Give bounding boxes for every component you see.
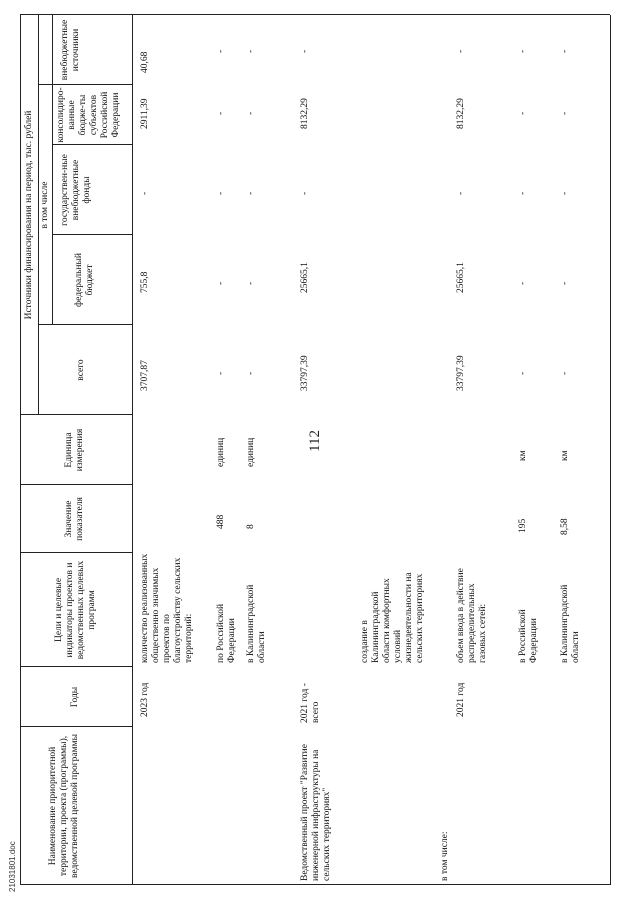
row6-unit: км	[560, 450, 570, 461]
row5-state: -	[518, 191, 528, 195]
row3-extra: -	[300, 49, 310, 53]
row2-federal: -	[246, 281, 256, 285]
row0-goal: количество реализованных общественно значимых проектов по благоустройству сельских территорий:	[140, 553, 194, 663]
rotated-table	[20, 15, 610, 885]
row1-extra: -	[216, 49, 226, 53]
row6-goal: в Калининградской области	[560, 584, 581, 663]
row5-value: 195	[518, 518, 528, 533]
row0-total: 3707,87	[140, 360, 150, 391]
header-including: в том числе	[40, 181, 50, 229]
footer-filename: 21031801.doc	[8, 841, 17, 892]
row1-total: -	[216, 371, 226, 375]
row3-consolidated: 8132,29	[300, 98, 310, 129]
row1-federal: -	[216, 281, 226, 285]
row2-unit: единиц	[246, 437, 256, 467]
header-name: Наименование приоритетной территории, проекта (программы), ведомственной целевой программы	[48, 733, 80, 879]
row3-year: 2021 год - всего	[300, 683, 321, 723]
row0-year: 2023 год	[140, 682, 150, 717]
row1-consolidated: -	[216, 111, 226, 115]
header-state-funds: государствен-ные внебюджетные фонды	[60, 154, 92, 226]
row4-year: 2021 год	[456, 682, 466, 717]
row2-state: -	[246, 191, 256, 195]
row1-goal: по Российской Федерации	[216, 603, 237, 663]
row1-value: 488	[216, 514, 226, 529]
row6-federal: -	[560, 281, 570, 285]
row2-value: 8	[246, 524, 256, 529]
row6-total: -	[560, 371, 570, 375]
row4-consolidated: 8132,29	[456, 98, 466, 129]
row5-federal: -	[518, 281, 528, 285]
row4-goal: объем ввода в действие распределительных газовых сетей:	[456, 568, 488, 663]
row6-extra: -	[560, 49, 570, 53]
row2-consolidated: -	[246, 111, 256, 115]
row0-federal: 755,8	[140, 271, 150, 293]
row1-state: -	[216, 191, 226, 195]
row4-name: в том числе:	[440, 831, 450, 881]
row6-consolidated: -	[560, 111, 570, 115]
header-goals: Цели и целевые индикаторы проектов и ведомственных целевых программ	[54, 560, 97, 660]
header-value: Значение показателя	[64, 497, 85, 541]
row5-goal: в Российской Федерации	[518, 609, 539, 663]
row0-consolidated: 2911,39	[140, 98, 150, 129]
row6-value: 8,58	[560, 518, 570, 535]
row2-extra: -	[246, 49, 256, 53]
row3-state: -	[300, 191, 310, 195]
row3-total: 33797,39	[300, 355, 310, 391]
row4-total: 33797,39	[456, 355, 466, 391]
row2-total: -	[246, 371, 256, 375]
row5-unit: км	[518, 450, 528, 461]
row6-state: -	[560, 191, 570, 195]
row1-unit: единиц	[216, 437, 226, 467]
header-consolidated: консолидиро-ванные бюдже-ты субъектов Российской Федерации	[56, 87, 121, 143]
row5-extra: -	[518, 49, 528, 53]
row3-name: Ведомственный проект "Развитие инженерной инфраструктуры на сельских территориях"	[300, 744, 332, 881]
row3-federal: 25665,1	[300, 262, 310, 293]
header-federal: федеральный бюджет	[74, 253, 95, 307]
row4-state: -	[456, 191, 466, 195]
header-total: всего	[76, 359, 86, 381]
row5-consolidated: -	[518, 111, 528, 115]
row5-total: -	[518, 371, 528, 375]
header-sources: Источники финансирования на период, тыс. рублей	[24, 110, 34, 320]
header-years: Годы	[70, 686, 80, 708]
row4-federal: 25665,1	[456, 262, 466, 293]
header-unit: Единица измерения	[64, 428, 85, 472]
row0-state: -	[140, 191, 150, 195]
row2-goal: в Калининградской области	[246, 584, 267, 663]
page-number: 112	[307, 430, 323, 452]
row4-extra: -	[456, 49, 466, 53]
row3-goal: создание в Калининградской области комфортных условий жизнедеятельности на сельских территориях	[360, 572, 425, 663]
header-extrabudget: внебюджетные источники	[60, 19, 81, 81]
row0-extra: 40,68	[140, 51, 150, 73]
